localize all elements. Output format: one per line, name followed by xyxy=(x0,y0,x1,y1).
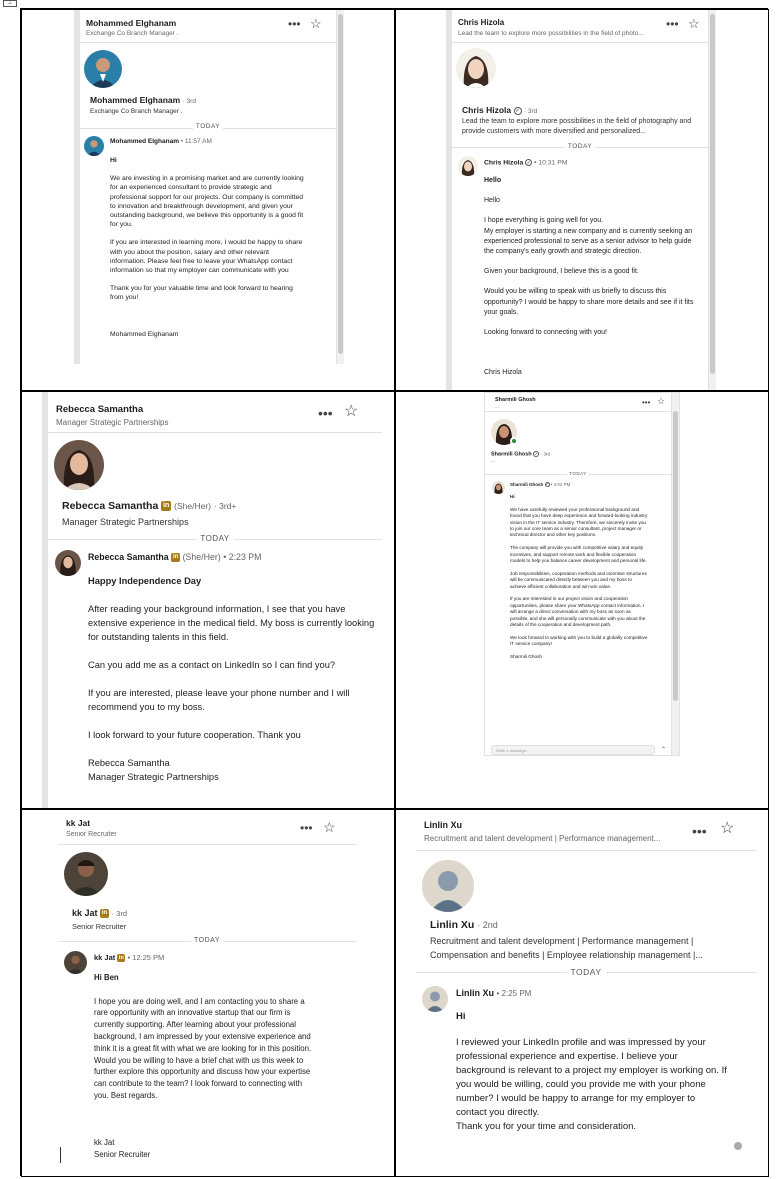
header-name[interactable]: Sharmili Ghosh xyxy=(495,397,536,403)
header-subtitle: ... xyxy=(495,404,499,409)
conversation-pane xyxy=(74,10,344,364)
online-status-icon xyxy=(510,437,518,445)
conversation-pane xyxy=(446,10,716,390)
sender-avatar[interactable] xyxy=(84,136,104,156)
message-greeting: Hi Ben xyxy=(94,973,119,982)
message-body xyxy=(484,176,694,389)
more-options-icon[interactable]: ••• xyxy=(642,398,651,407)
message-paragraph: If you are interested, please leave your phone number and I will recommend you to my boss. xyxy=(88,688,350,712)
message-paragraph: I hope you are doing well, and I am contacting you to share a rare opportunity with an innovative startup that our firm is currently supporting. After learning about your professional background, I am impressed by your extensive experience and think it is a great fit with what we are looking for in this position. Would you be willing to have a brief chat with us this week to further explore this opportunity and discuss how your expertise can contribute to the team? I look forward to connecting with you. Best regards. xyxy=(94,996,312,1100)
message-paragraph: Would you be willing to speak with us briefly to discuss this opportunity? I would be happy to share more details and see if it fits your goals. xyxy=(484,288,694,316)
message-paragraph: Thank you for your valuable time and look forward to hearing from you! xyxy=(110,285,293,302)
default-avatar[interactable] xyxy=(422,860,474,912)
star-icon[interactable]: ☆ xyxy=(688,16,700,31)
verified-icon: ✓ xyxy=(545,482,549,487)
message-paragraph: Hello xyxy=(484,197,500,205)
conversation-pane xyxy=(42,392,382,808)
profile-avatar[interactable] xyxy=(64,852,108,896)
message-body xyxy=(110,156,305,348)
today-divider: TODAY xyxy=(48,534,382,543)
header-subtitle: Manager Strategic Partnerships xyxy=(56,418,169,427)
scrollbar[interactable] xyxy=(671,393,679,755)
profile-headline: Recruitment and talent development | Performance management | Compensation and benefits | Employee relationship management |... xyxy=(430,936,703,960)
conversation-pane xyxy=(58,810,356,1176)
star-icon[interactable]: ☆ xyxy=(310,16,322,31)
linkedin-premium-icon: in xyxy=(172,554,179,561)
message-header: Sharmili Ghosh ✓ • 4:02 PM xyxy=(510,482,571,487)
screenshot-collage xyxy=(20,8,768,1176)
message-paragraph: I hope everything is going well for you. My employer is starting a new company and is currently seeking an experienced professional to serve as a senior advisor to help guide the company's early growth and strategic direction. xyxy=(484,217,693,256)
message-body xyxy=(510,494,648,667)
message-paragraph: Can you add me as a contact on LinkedIn so I can find you? xyxy=(88,660,336,670)
header-name[interactable]: Rebecca Samantha xyxy=(56,404,144,415)
message-paragraph: Rebecca Samantha Manager Strategic Partnerships xyxy=(88,758,219,782)
conversation-pane xyxy=(484,392,680,756)
message-paragraph: We are investing in a promising market and are currently looking for an experienced consultant to provide strategic and professional support for our projects. Our company is committed to innovation and breakthrough development, and given your outstanding background, we believe this opportunity is a good fit for you. xyxy=(110,175,304,229)
profile-name[interactable]: Chris Hizola ✓ · 3rd xyxy=(462,105,538,115)
sender-avatar[interactable] xyxy=(64,951,87,974)
header-subtitle: Lead the team to explore more possibilities in the field of photo... xyxy=(458,30,644,37)
left-scroll-edge xyxy=(42,392,48,808)
conversation-pane xyxy=(416,810,756,1176)
message-paragraph: Job responsibilities, cooperation methods and incentive structures will be communicated directly between you and my boss to achieve efficient collaboration and win-win value. xyxy=(510,570,647,589)
more-options-icon[interactable]: ••• xyxy=(318,405,333,421)
more-options-icon[interactable]: ••• xyxy=(666,17,679,31)
message-header: Linlin Xu • 2:25 PM xyxy=(456,988,532,998)
verified-icon: ✓ xyxy=(515,107,520,114)
message-paragraph: I look forward to your future cooperation. Thank you xyxy=(88,730,301,740)
header-subtitle: Recruitment and talent development | Performance management... xyxy=(424,834,661,843)
profile-headline: ... xyxy=(491,458,495,463)
header-name[interactable]: Mohammed Elghanam xyxy=(86,18,177,28)
today-divider: TODAY xyxy=(58,937,356,944)
text-cursor xyxy=(60,1147,61,1163)
today-divider: TODAY xyxy=(452,143,708,150)
sender-avatar[interactable] xyxy=(492,481,505,494)
profile-name[interactable]: Rebecca Samantha in (She/Her) · 3rd+ xyxy=(62,500,237,512)
more-options-icon[interactable]: ••• xyxy=(692,823,707,839)
message-greeting: Hello xyxy=(484,177,502,184)
message-paragraph xyxy=(94,1114,316,1126)
sender-avatar[interactable] xyxy=(458,156,478,176)
message-paragraph: I reviewed your LinkedIn profile and was impressed by your professional experience and expertise. I believe your background is relevant to a project my employer is working on. If you would be willing, could you provide me with your phone number? I would be happy to arrange for my employer to contact you directly. Thank you for your time and consideration. xyxy=(456,1037,727,1132)
message-paragraph: kk Jat Senior Recruiter xyxy=(94,1138,151,1159)
profile-headline: Lead the team to explore more possibilities in the field of photography and provide customers with more diversified and personalized... xyxy=(462,118,692,135)
message-greeting: Hi xyxy=(110,157,117,164)
message-header: Chris Hizola ✓ • 10:31 PM xyxy=(484,159,568,167)
message-paragraph: Mohammed Elghanam xyxy=(110,330,179,338)
profile-avatar[interactable] xyxy=(84,50,122,88)
linkedin-premium-icon: in xyxy=(163,502,170,510)
message-header: Rebecca Samantha in (She/Her) • 2:23 PM xyxy=(88,552,262,562)
message-paragraph: We have carefully reviewed your professional background and found that you have deep experience and forward-looking industry vision in the IT service industry. Therefore, we sincerely invite you to join our core team as a senior consultant, project manager or technical director and other key positions. xyxy=(510,506,648,538)
linkedin-premium-icon: in xyxy=(101,910,108,917)
today-divider: TODAY xyxy=(80,123,336,130)
star-icon[interactable]: ☆ xyxy=(344,403,359,420)
panel-chris-hizola xyxy=(395,9,769,391)
message-paragraph: If you are interested in our project vision and cooperation opportunities, please share your WhatsApp contact information. I will arrange a direct conversation with my boss as soon as possible, and she will personally communicate with you about the details of the cooperation and development path. xyxy=(510,596,646,628)
message-paragraph: Sharmili Ghosh xyxy=(510,654,543,660)
message-paragraph: The company will provide you with competitive salary and equity incentives, and support remote work and flexible cooperation models to help you balance career development and personal life. xyxy=(510,545,647,564)
message-input[interactable]: Write a message... xyxy=(491,745,655,755)
message-paragraph: Chris Hizola xyxy=(484,369,522,377)
panel-kk-jat xyxy=(21,809,395,1177)
message-header: kk Jat in • 12:25 PM xyxy=(94,953,165,962)
profile-name[interactable]: kk Jat in · 3rd xyxy=(72,908,127,918)
header-name[interactable]: kk Jat xyxy=(66,818,91,828)
star-icon[interactable]: ☆ xyxy=(720,820,735,837)
panel-linlin-xu xyxy=(395,809,769,1177)
message-body xyxy=(94,972,316,1173)
profile-headline: Senior Recruiter xyxy=(72,922,127,931)
message-paragraph: We look forward to working with you to build a globally competitive IT service company! xyxy=(510,634,648,647)
chevron-up-icon[interactable]: ⌃ xyxy=(661,747,667,753)
message-paragraph: Looking forward to connecting with you! xyxy=(484,329,607,337)
header-name[interactable]: Linlin Xu xyxy=(424,820,462,830)
message-paragraph: Given your background, I believe this is a good fit. xyxy=(484,268,639,276)
profile-headline: Exchange Co Branch Manager . xyxy=(90,108,183,115)
header-name[interactable]: Chris Hizola xyxy=(458,18,505,27)
message-paragraph xyxy=(484,348,694,358)
message-greeting: Hi xyxy=(456,1011,466,1022)
left-scroll-edge xyxy=(74,10,80,364)
star-icon[interactable]: ☆ xyxy=(323,819,336,835)
more-options-icon[interactable]: ••• xyxy=(300,821,313,835)
message-paragraph xyxy=(110,312,305,321)
left-scroll-edge xyxy=(446,10,452,390)
message-paragraph: If you are interested in learning more, I would be happy to share with you about the position, salary and other relevant information. Please feel free to leave your WhatsApp contact information so that my employer can communicate with you xyxy=(110,239,303,275)
message-greeting: Happy Independence Day xyxy=(88,576,202,586)
profile-avatar[interactable] xyxy=(456,48,496,88)
today-divider: TODAY xyxy=(416,967,756,977)
scrollbar[interactable] xyxy=(336,10,344,364)
panel-sharmili-ghosh xyxy=(395,391,769,809)
profile-name[interactable]: Mohammed Elghanam · 3rd xyxy=(90,95,196,105)
message-paragraph: After reading your background information, I see that you have extensive experience in the medical field. My boss is currently looking for outstanding talents in this field. xyxy=(88,604,375,642)
today-divider: TODAY xyxy=(569,471,587,476)
linkedin-premium-icon: in xyxy=(118,955,124,962)
header-subtitle: Exchange Co Branch Manager . xyxy=(86,30,179,37)
sender-avatar[interactable] xyxy=(55,550,81,576)
message-body xyxy=(456,1010,728,1146)
profile-avatar[interactable] xyxy=(54,440,104,490)
header-subtitle: Senior Recruiter xyxy=(66,831,117,838)
message-greeting: Hi xyxy=(510,494,515,499)
scrollbar[interactable] xyxy=(708,10,716,390)
profile-name[interactable]: Sharmili Ghosh ✓ · 3rd xyxy=(491,451,550,458)
panel-rebecca-samantha xyxy=(21,391,395,809)
message-header: Mohammed Elghanam • 11:57 AM xyxy=(110,138,212,145)
profile-headline: Manager Strategic Partnerships xyxy=(62,517,189,527)
sender-avatar[interactable] xyxy=(422,986,448,1012)
panel-mohammed-elghanam xyxy=(21,9,395,391)
presence-dot-icon xyxy=(734,1142,742,1150)
corner-marker: ⊥ xyxy=(3,0,17,7)
more-options-icon[interactable]: ••• xyxy=(288,17,301,31)
profile-name[interactable]: Linlin Xu · 2nd xyxy=(430,919,498,931)
star-icon[interactable]: ☆ xyxy=(657,396,666,406)
verified-icon: ✓ xyxy=(534,452,538,456)
verified-icon: ✓ xyxy=(526,160,531,165)
message-body xyxy=(88,574,378,798)
